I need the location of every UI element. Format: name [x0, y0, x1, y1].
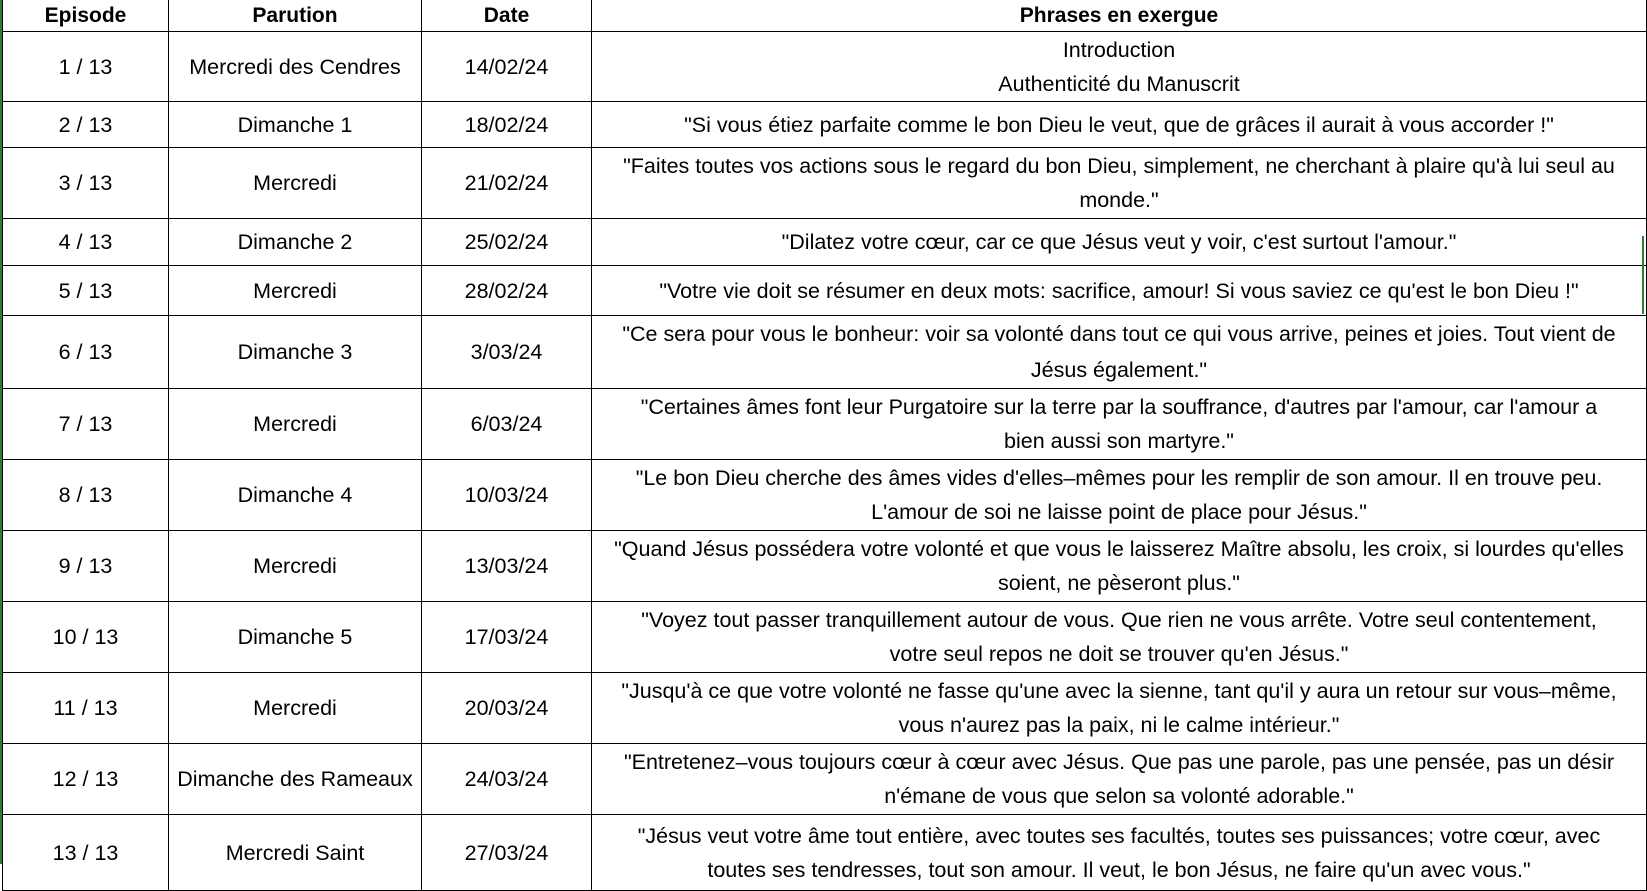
phrase-cell[interactable]: "Certaines âmes font leur Purgatoire sur la terre par la souffrance, d'autres par l'amour, car l'amour a bien aussi son martyre."	[592, 389, 1647, 460]
phrase-cell[interactable]: Introduction Authenticité du Manuscrit	[592, 32, 1647, 102]
date-cell[interactable]: 6/03/24	[422, 389, 592, 460]
table-row	[3, 602, 1647, 673]
date-cell[interactable]: 14/02/24	[422, 32, 592, 102]
date-cell[interactable]: 27/03/24	[422, 815, 592, 891]
parution-cell[interactable]: Dimanche 1	[169, 102, 422, 148]
header-date[interactable]: Date	[422, 0, 592, 32]
phrase-cell[interactable]: "Le bon Dieu cherche des âmes vides d'elles–mêmes pour les remplir de son amour. Il en trouve peu. L'amour de soi ne laisse point de place pour Jésus."	[592, 460, 1647, 531]
table-row	[3, 460, 1647, 531]
table-row	[3, 815, 1647, 891]
date-cell[interactable]: 13/03/24	[422, 531, 592, 602]
date-cell[interactable]: 10/03/24	[422, 460, 592, 531]
table-row	[3, 219, 1647, 266]
phrase-cell[interactable]: "Jésus veut votre âme tout entière, avec toutes ses facultés, toutes ses puissances; votre cœur, avec toutes ses tendresses, tout son amour. Il veut, le bon Jésus, ne faire qu'un avec vous."	[592, 815, 1647, 891]
phrase-cell[interactable]: "Votre vie doit se résumer en deux mots: sacrifice, amour! Si vous saviez ce qu'est le bon Dieu !"	[592, 266, 1647, 316]
episode-cell[interactable]: 7 / 13	[3, 389, 169, 460]
date-cell[interactable]: 28/02/24	[422, 266, 592, 316]
episode-cell[interactable]: 12 / 13	[3, 744, 169, 815]
phrase-cell[interactable]: "Voyez tout passer tranquillement autour de vous. Que rien ne vous arrête. Votre seul contentement, votre seul repos ne doit se trouver qu'en Jésus."	[592, 602, 1647, 673]
episode-cell[interactable]: 4 / 13	[3, 219, 169, 266]
episode-cell[interactable]: 1 / 13	[3, 32, 169, 102]
phrase-cell[interactable]: "Si vous étiez parfaite comme le bon Dieu le veut, que de grâces il aurait à vous accorder !"	[592, 102, 1647, 148]
episode-cell[interactable]: 2 / 13	[3, 102, 169, 148]
episode-cell[interactable]: 5 / 13	[3, 266, 169, 316]
parution-cell[interactable]: Dimanche 4	[169, 460, 422, 531]
parution-cell[interactable]: Dimanche 5	[169, 602, 422, 673]
table-row	[3, 531, 1647, 602]
table-row	[3, 266, 1647, 316]
date-cell[interactable]: 24/03/24	[422, 744, 592, 815]
parution-cell[interactable]: Dimanche 2	[169, 219, 422, 266]
date-cell[interactable]: 18/02/24	[422, 102, 592, 148]
table-row	[3, 316, 1647, 389]
phrase-cell[interactable]: "Jusqu'à ce que votre volonté ne fasse qu'une avec la sienne, tant qu'il y aura un retour sur vous–même, vous n'aurez pas la paix, ni le calme intérieur."	[592, 673, 1647, 744]
date-cell[interactable]: 17/03/24	[422, 602, 592, 673]
episode-cell[interactable]: 11 / 13	[3, 673, 169, 744]
phrase-cell[interactable]: "Faites toutes vos actions sous le regard du bon Dieu, simplement, ne cherchant à plaire qu'à lui seul au monde."	[592, 148, 1647, 219]
selection-edge-left	[0, 0, 2, 864]
parution-cell[interactable]: Dimanche 3	[169, 316, 422, 389]
table-row	[3, 744, 1647, 815]
parution-cell[interactable]: Mercredi des Cendres	[169, 32, 422, 102]
phrase-cell[interactable]: "Ce sera pour vous le bonheur: voir sa volonté dans tout ce qui vous arrive, peines et joies. Tout vient de Jésus également."	[592, 316, 1647, 389]
date-cell[interactable]: 20/03/24	[422, 673, 592, 744]
header-phrases[interactable]: Phrases en exergue	[592, 0, 1647, 32]
phrase-cell[interactable]: "Dilatez votre cœur, car ce que Jésus veut y voir, c'est surtout l'amour."	[592, 219, 1647, 266]
header-episode[interactable]: Episode	[3, 0, 169, 32]
parution-cell[interactable]: Mercredi	[169, 266, 422, 316]
selection-edge-right	[1642, 236, 1644, 314]
episode-cell[interactable]: 13 / 13	[3, 815, 169, 891]
parution-cell[interactable]: Mercredi Saint	[169, 815, 422, 891]
episode-cell[interactable]: 6 / 13	[3, 316, 169, 389]
header-parution[interactable]: Parution	[169, 0, 422, 32]
table-row	[3, 389, 1647, 460]
parution-cell[interactable]: Dimanche des Rameaux	[169, 744, 422, 815]
episodes-table	[2, 0, 1647, 891]
episode-cell[interactable]: 8 / 13	[3, 460, 169, 531]
episode-cell[interactable]: 9 / 13	[3, 531, 169, 602]
table-row	[3, 148, 1647, 219]
phrase-cell[interactable]: "Quand Jésus possédera votre volonté et que vous le laisserez Maître absolu, les croix, si lourdes qu'elles soient, ne pèseront plus."	[592, 531, 1647, 602]
parution-cell[interactable]: Mercredi	[169, 389, 422, 460]
parution-cell[interactable]: Mercredi	[169, 531, 422, 602]
date-cell[interactable]: 25/02/24	[422, 219, 592, 266]
table-row	[3, 673, 1647, 744]
episode-cell[interactable]: 10 / 13	[3, 602, 169, 673]
parution-cell[interactable]: Mercredi	[169, 148, 422, 219]
table-row	[3, 102, 1647, 148]
date-cell[interactable]: 3/03/24	[422, 316, 592, 389]
phrase-cell[interactable]: "Entretenez–vous toujours cœur à cœur avec Jésus. Que pas une parole, pas une pensée, pas un désir n'émane de vous que selon sa volonté adorable."	[592, 744, 1647, 815]
header-row	[3, 0, 1647, 32]
date-cell[interactable]: 21/02/24	[422, 148, 592, 219]
table-row	[3, 32, 1647, 102]
parution-cell[interactable]: Mercredi	[169, 673, 422, 744]
episode-cell[interactable]: 3 / 13	[3, 148, 169, 219]
